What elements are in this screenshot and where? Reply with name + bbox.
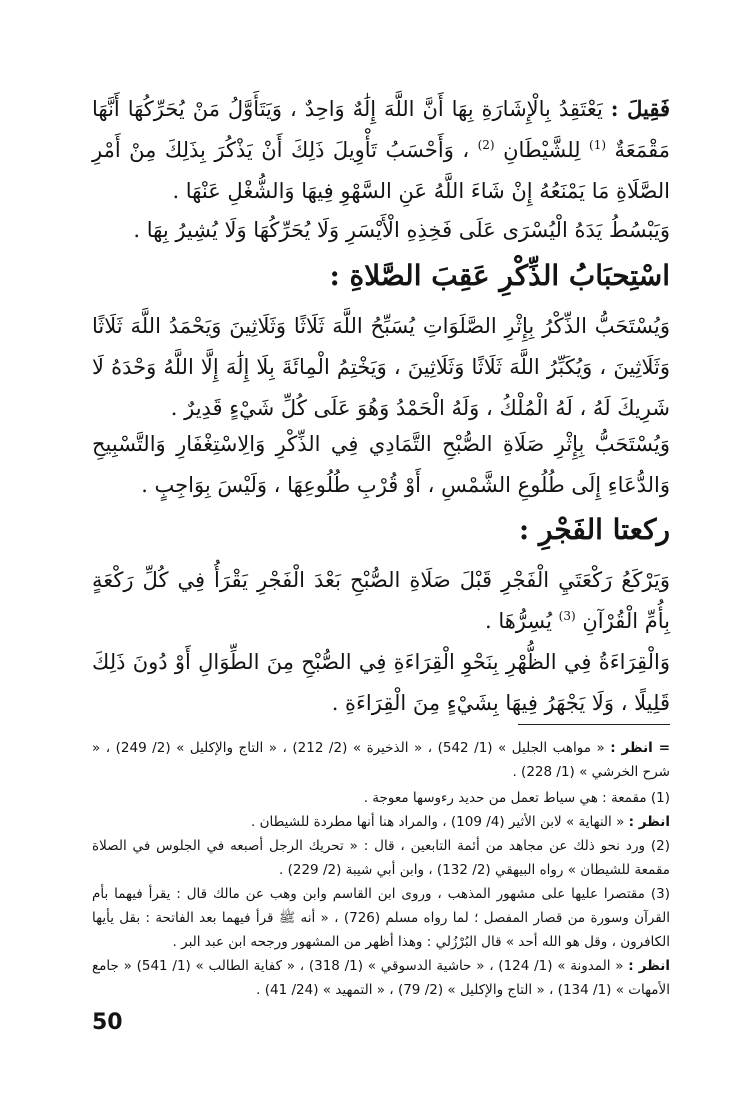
footnote-divider [518,724,670,725]
page-number: 50 [92,1010,123,1035]
footnote-2: (2) ورد نحو ذلك عن مجاهد من أئمة التابعين ، قال : « تحريك الرجل أصبعه في الجلوس في الصلاة مقمعة للشيطان » رواه البيهقي (2/ 132) ، وابن أبي شيبة (2/ 229) . [92,838,670,878]
paragraph-3: وَيُسْتَحَبُّ الذِّكْرُ بِإِثْرِ الصَّلَوَاتِ يُسَبِّحُ اللَّهَ ثَلَاثًا وَثَلَاثِينَ وَيَحْمَدُ اللَّهَ ثَلَاثًا وَثَلَاثِينَ ، وَيُكَبِّرُ اللَّهَ ثَلَاثًا وَثَلَاثِينَ ، وَيَخْتِمُ الْمِائَةَ بِلَا إِلَٰهَ إِلَّا اللَّهُ وَحْدَهُ لَا شَرِيكَ لَهُ ، لَهُ الْمُلْكُ ، وَلَهُ الْحَمْدُ وَهُوَ عَلَى كُلِّ شَيْءٍ قَدِيرٌ . [92,314,670,420]
footnote-3-source [92,954,670,1002]
footnote-1-source [92,810,670,834]
footnote-ref-2: (2) [477,138,495,152]
paragraph-6: وَالْقِرَاءَةُ فِي الظُّهْرِ بِنَحْوِ الْقِرَاءَةِ فِي الصُّبْحِ مِنَ الطِّوَالِ أَوْ دُونَ ذَلِكَ قَلِيلًا ، وَلَا يَجْهَرُ فِيهَا بِشَيْءٍ مِنَ الْقِرَاءَةِ . [92,650,670,715]
footnote-text: « النهاية » لابن الأثير (4/ 109) ، والمراد هنا أنها مطردة للشيطان . [251,814,625,830]
footnote-ref-3: (3) [558,609,576,623]
footnote-text: « المدونة » (1/ 124) ، « حاشية الدسوقي » (1/ 318) ، « كفاية الطالب » (1/ 541) « جامع الأمهات » (1/ 134) ، « التاج والإكليل » (2/ 79) ، « التمهيد » (24/ 41) . [92,958,670,998]
paragraph-lead: فَقِيلَ : [610,96,670,121]
paragraph-text: ، وَأَحْسَبُ تَأْوِيلَ ذَلِكَ أَنْ يَذْكُرَ بِذَلِكَ مِنْ أَمْرِ الصَّلَاةِ مَا يَمْنَعُهُ إِنْ شَاءَ اللَّهُ عَنِ السَّهْوِ فِيهَا وَالشُّغْلِ عَنْهَا . [92,138,670,203]
footnote-continued [92,736,670,784]
footnote-label: انظر : [628,958,671,974]
section-heading-dhikr: اسْتِحبَابُ الذِّكْرِ عَقِبَ الصَّلاةِ : [329,259,670,292]
footnote-label: انظر : [628,814,670,830]
paragraph-4: وَيُسْتَحَبُّ بِإِثْرِ صَلَاةِ الصُّبْحِ التَّمَادِي فِي الذِّكْرِ وَالِاسْتِغْفَارِ وَالتَّسْبِيحِ وَالدُّعَاءِ إِلَى طُلُوعِ الشَّمْسِ ، أَوْ قُرْبِ طُلُوعِهَا ، وَلَيْسَ بِوَاجِبٍ . [92,432,670,497]
footnote-1: (1) مقمعة : هي سياط تعمل من حديد رءوسها معوجة . [363,790,670,806]
paragraph-2: وَيَبْسُطُ يَدَهُ الْيُسْرَى عَلَى فَخِذِهِ الْأَيْسَرِ وَلَا يُحَرِّكُهَا وَلَا يُشِيرُ بِهَا . [133,218,670,242]
paragraph-text: يُسِرُّهَا . [484,609,552,633]
paragraph-text: وَيَرْكَعُ رَكْعَتَيِ الْفَجْرِ قَبْلَ صَلَاةِ الصُّبْحِ بَعْدَ الْفَجْرِ يَقْرَأُ فِي كُلِّ رَكْعَةٍ بِأُمِّ الْقُرْآنِ [92,568,670,633]
paragraph-1 [92,88,670,212]
paragraph-text: لِلشَّيْطَانِ [503,138,581,162]
paragraph-5 [92,560,670,642]
footnote-text: « مواهب الجليل » (1/ 542) ، « الذخيرة » (2/ 212) ، « التاج والإكليل » (2/ 249) ، « شرح الخرشي » (1/ 228) . [92,740,670,780]
paragraph-text: يَعْتَقِدُ بِالْإِشَارَةِ بِهَا أَنَّ اللَّهَ إِلَٰهٌ وَاحِدٌ ، وَيَتَأَوَّلُ مَنْ يُحَرِّكُهَا أَنَّهَا مَقْمَعَةٌ [92,97,670,162]
footnote-3: (3) مقتصرا عليها على مشهور المذهب ، وروى ابن القاسم وابن وهب عن مالك قال : يقرأ فيهما بأم القرآن وسورة من قصار المفصل ؛ لما رواه مسلم (726) ، « أنه ﷺ قرأ فيهما بعد الفاتحة : بقل يأيها الكافرون ، وقل هو الله أحد » قال البُرْزُلي : وهذا أظهر من المشهور ورجحه ابن عبد البر . [92,886,670,950]
footnote-ref-1: (1) [589,138,607,152]
footnote-label: = انظر : [610,740,670,756]
section-heading-fajr: ركعتا الفَجْرِ : [518,513,670,546]
